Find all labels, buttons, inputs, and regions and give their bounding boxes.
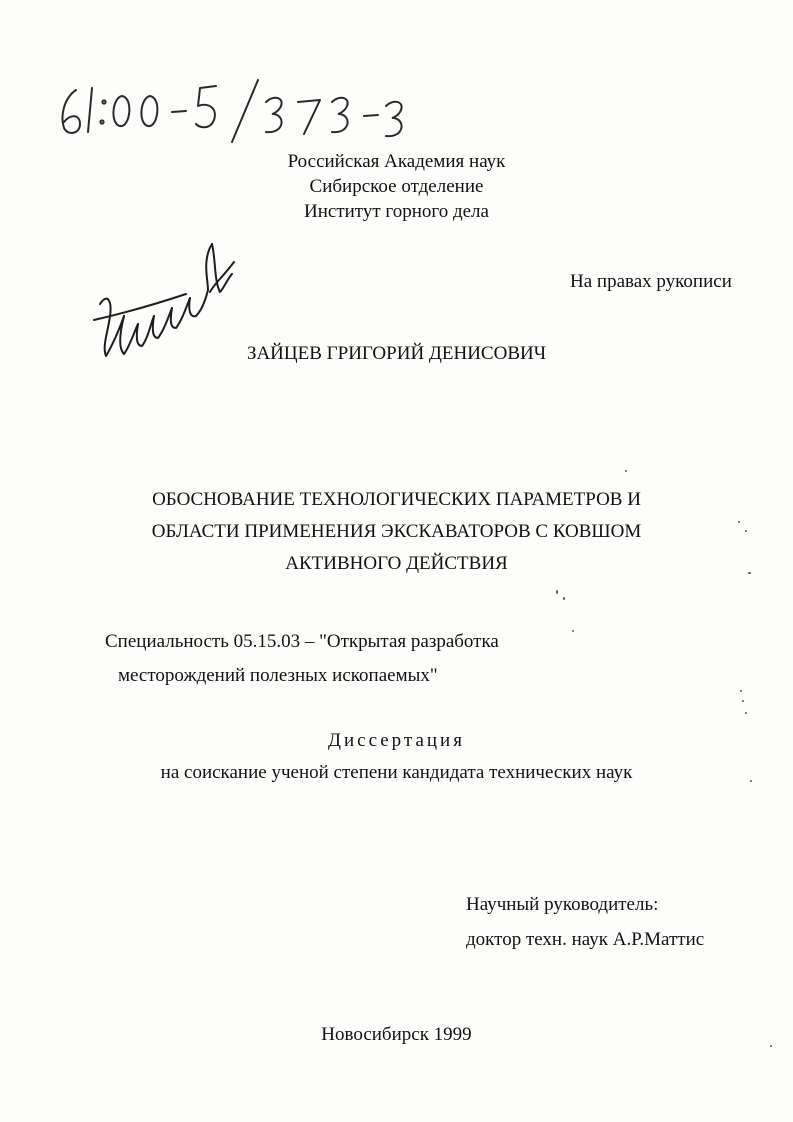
place-year: Новосибирск 1999 xyxy=(321,1024,472,1045)
supervisor-label: Научный руководитель: xyxy=(466,894,659,915)
title-line-2: ОБЛАСТИ ПРИМЕНЕНИЯ ЭКСКАВАТОРОВ С КОВШОМ xyxy=(151,521,642,542)
scan-speck xyxy=(748,572,751,574)
scan-speck xyxy=(625,470,627,472)
scan-speck xyxy=(572,630,574,632)
author-name: ЗАЙЦЕВ ГРИГОРИЙ ДЕНИСОВИЧ xyxy=(246,343,547,364)
scan-speck xyxy=(770,1045,772,1047)
archive-code-handwriting xyxy=(52,76,412,146)
title-line-1: ОБОСНОВАНИЕ ТЕХНОЛОГИЧЕСКИХ ПАРАМЕТРОВ И xyxy=(152,489,641,510)
degree-line: на соискание ученой степени кандидата технических наук xyxy=(160,762,633,783)
scan-speck xyxy=(556,590,558,594)
scan-speck xyxy=(742,700,744,702)
academy-name: Российская Академия наук xyxy=(287,151,506,172)
institute-name: Институт горного дела xyxy=(304,201,489,222)
scan-speck xyxy=(740,690,742,692)
specialty-line-1: Специальность 05.15.03 – "Открытая разработка xyxy=(105,631,499,652)
scan-speck xyxy=(750,780,752,782)
work-type: Диссертация xyxy=(328,730,465,751)
scan-speck xyxy=(563,597,565,600)
scan-speck xyxy=(738,521,740,523)
rights-note: На правах рукописи xyxy=(570,271,732,292)
scan-speck xyxy=(745,712,747,714)
supervisor-name: доктор техн. наук А.Р.Маттис xyxy=(466,929,705,950)
specialty-line-2: месторождений полезных ископаемых" xyxy=(118,665,438,686)
branch-name: Сибирское отделение xyxy=(309,176,484,197)
scan-speck xyxy=(745,530,747,532)
title-line-3: АКТИВНОГО ДЕЙСТВИЯ xyxy=(285,553,508,574)
